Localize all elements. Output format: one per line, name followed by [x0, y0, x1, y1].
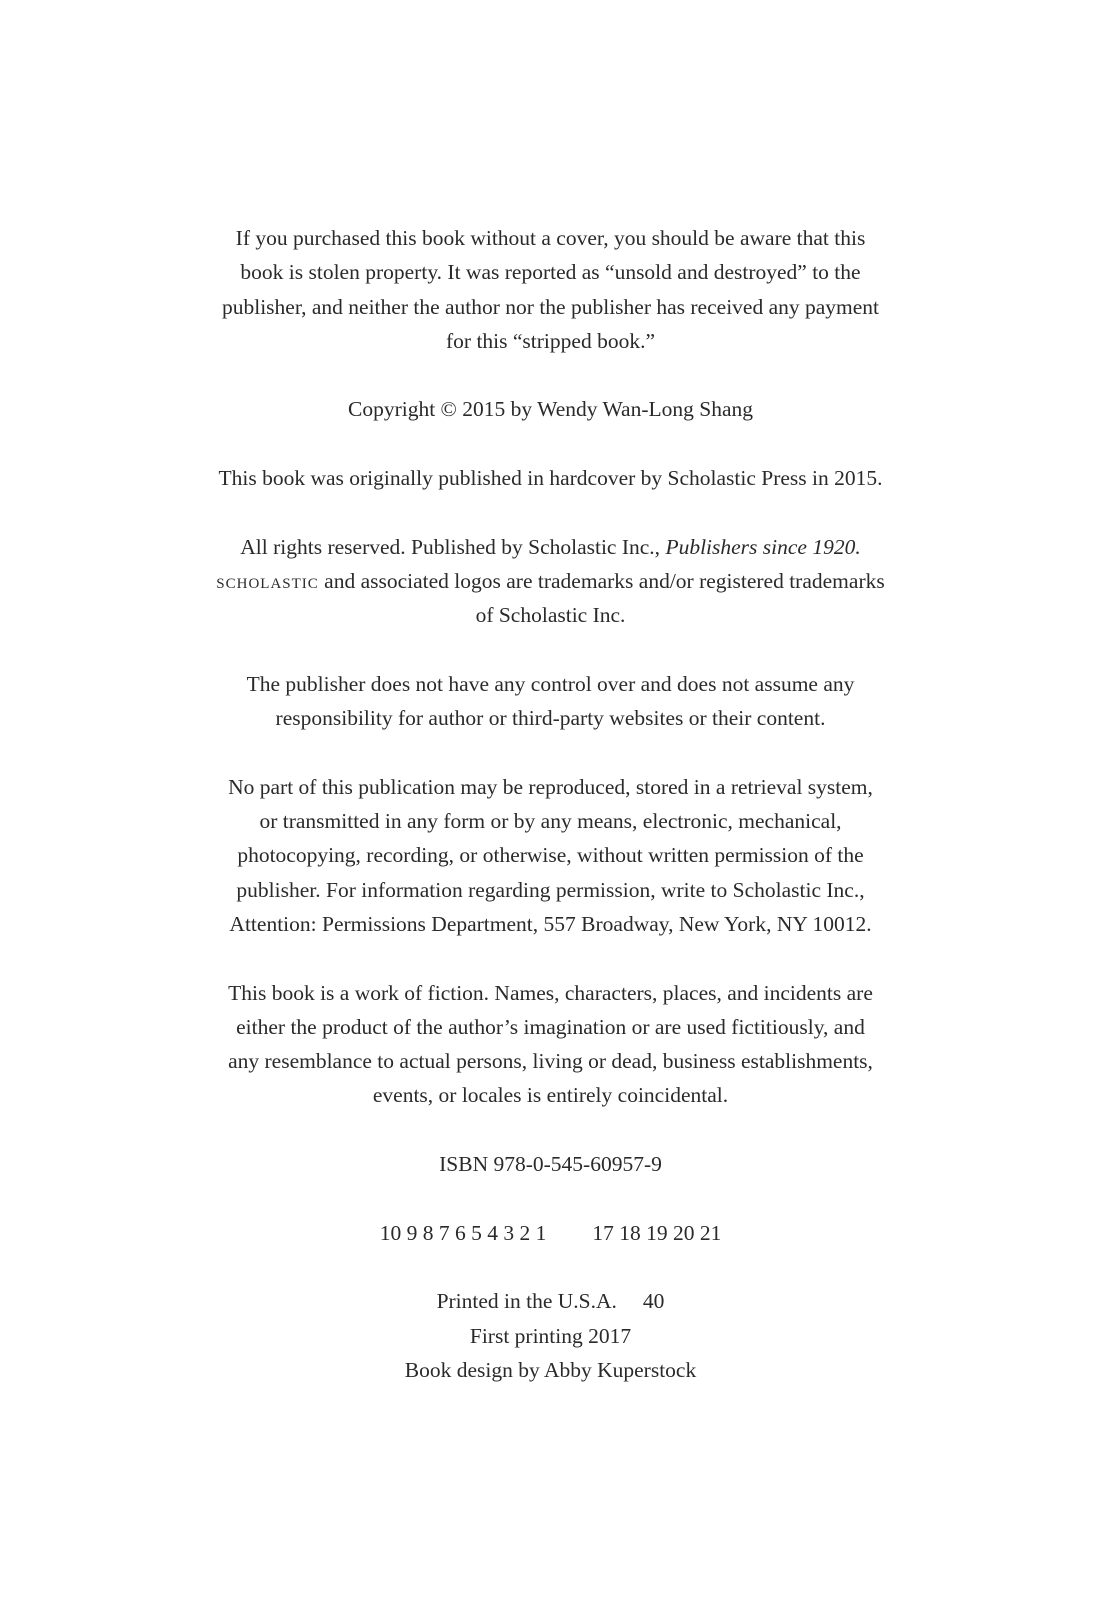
text-line: No part of this publication may be reproduced, stored in a retrieval system, — [228, 774, 873, 799]
book-design-credit: Book design by Abby Kuperstock — [404, 1357, 697, 1382]
text-line: Attention: Permissions Department, 557 Broadway, New York, NY 10012. — [229, 911, 872, 936]
rights-text: All rights reserved. Published by Scholastic Inc., — [240, 534, 666, 559]
printed-in: Printed in the U.S.A. — [436, 1289, 617, 1314]
colophon — [0, 1284, 1101, 1387]
text-line: If you purchased this book without a cover, you should be aware that this — [235, 226, 866, 250]
publisher-brand: scholastic — [216, 568, 319, 593]
text-line: any resemblance to actual persons, living or dead, business establishments, — [228, 1049, 873, 1074]
impression-numbers: 10 9 8 7 6 5 4 3 2 1 — [379, 1220, 547, 1245]
text-line: This book is a work of fiction. Names, characters, places, and incidents are — [228, 980, 873, 1005]
copyright-line: Copyright © 2015 by Wendy Wan-Long Shang — [347, 397, 754, 422]
text-line: or transmitted in any form or by any means, electronic, mechanical, — [259, 809, 842, 834]
website-disclaimer — [0, 667, 1101, 736]
text-line: responsibility for author or third-party websites or their content. — [275, 706, 826, 731]
publisher-tagline: Publishers since 1920. — [665, 534, 861, 559]
stripped-book-notice — [0, 221, 1101, 358]
text-line: photocopying, recording, or otherwise, without written permission of the — [237, 843, 864, 868]
text-line: of Scholastic Inc. — [475, 603, 626, 628]
printing-numbers — [0, 1216, 1101, 1250]
isbn-block — [0, 1147, 1101, 1181]
printed-in-line — [0, 1284, 1101, 1318]
original-publication-line: This book was originally published in hardcover by Scholastic Press in 2015. — [218, 466, 883, 491]
rights-line — [0, 530, 1101, 564]
text-line: events, or locales is entirely coincidental. — [372, 1083, 729, 1108]
isbn: ISBN 978-0-545-60957-9 — [439, 1152, 662, 1177]
trademark-line — [0, 564, 1101, 598]
text-line: publisher, and neither the author nor the publisher has received any payment — [221, 294, 880, 319]
text-line: book is stolen property. It was reported as “unsold and destroyed” to the — [240, 260, 861, 285]
trademark-text: and associated logos are trademarks and/or registered trademarks — [318, 568, 885, 593]
fiction-disclaimer — [0, 976, 1101, 1113]
text-line: publisher. For information regarding permission, write to Scholastic Inc., — [236, 877, 865, 902]
original-publication-notice — [0, 461, 1101, 495]
copyright-notice — [0, 392, 1101, 426]
text-line: The publisher does not have any control over and does not assume any — [246, 671, 855, 696]
text-line: for this “stripped book.” — [446, 328, 655, 353]
printer-code: 40 — [642, 1289, 665, 1314]
first-printing: First printing 2017 — [469, 1323, 632, 1348]
text-line: either the product of the author’s imagination or are used fictitiously, and — [236, 1014, 865, 1039]
reproduction-notice — [0, 770, 1101, 941]
printing-line — [0, 1216, 1101, 1250]
rights-notice — [0, 530, 1101, 633]
year-numbers: 17 18 19 20 21 — [592, 1220, 722, 1245]
